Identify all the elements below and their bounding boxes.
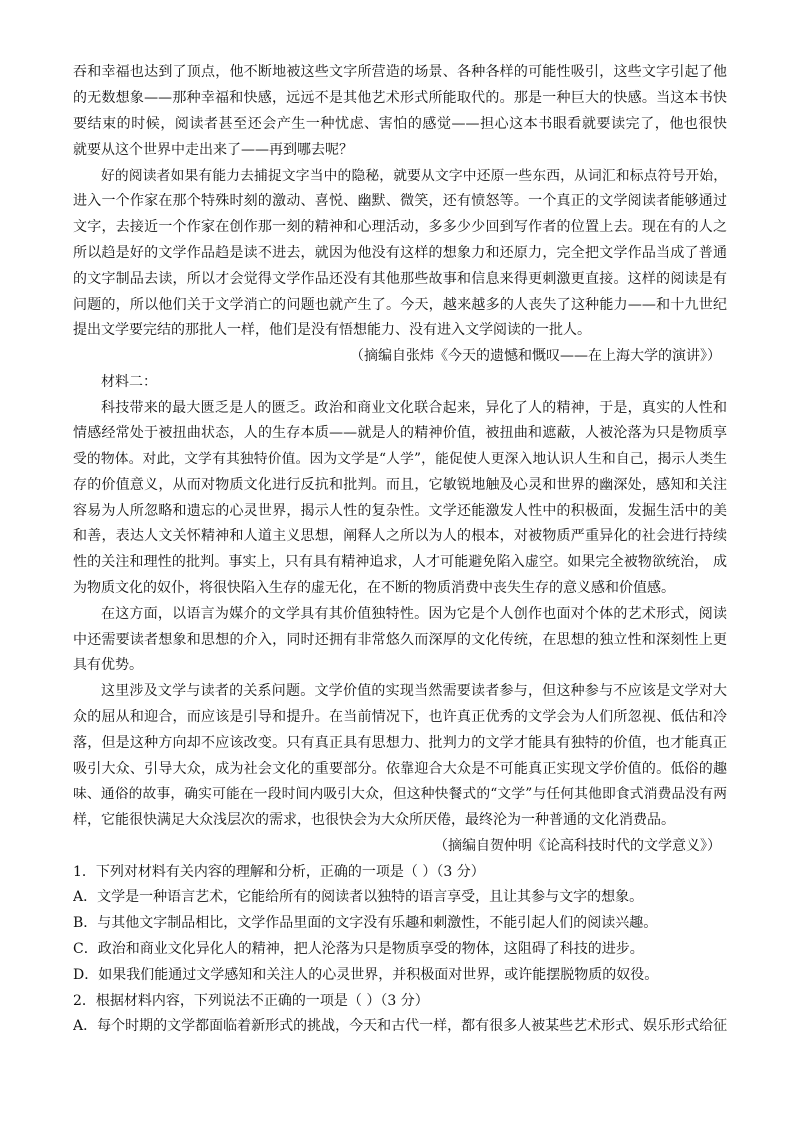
text-line: 问题的，所以他们关于文学消亡的问题也就产生了。今天，越来越多的人丧失了这种能力——和十九世纪 xyxy=(73,297,727,313)
text-line: 在这方面，以语言为媒介的文学具有其价值独特性。因为它是个人创作也面对个体的艺术形式，阅读 xyxy=(101,606,727,622)
text-line: 和善，表达人文关怀精神和人道主义思想，阐释人之所以为人的根本，对被物质严重异化的社会进行持续 xyxy=(73,528,727,544)
question-2-option-a: A．每个时期的文学都面临着新形式的挑战，今天和古代一样，都有很多人被某些艺术形式、娱乐形式给征 xyxy=(73,1018,727,1034)
source-citation: （摘编自张炜《今天的遗憾和慨叹——在上海大学的演讲》） xyxy=(350,348,721,364)
text-line: 这里涉及文学与读者的关系问题。文学价值的实现当然需要读者参与，但这种参与不应该是文学对大 xyxy=(101,683,727,699)
text-line: 科技带来的最大匮乏是人的匮乏。政治和商业文化联合起来，异化了人的精神，于是，真实的人性和 xyxy=(101,400,727,416)
question-2-stem: 2．根据材料内容，下列说法不正确的一项是（ ）（3 分） xyxy=(73,993,429,1009)
text-line: 中还需要读者想象和思想的介入，同时还拥有非常悠久而深厚的文化传统，在思想的独立性和深刻性上更 xyxy=(73,632,727,648)
text-line: 情感经常处于被扭曲状态，人的生存本质——就是人的精神价值，被扭曲和遮蔽，人被沦落为只是物质享 xyxy=(73,425,727,441)
text-line: 落，但是这种方向却不应该改变。只有真正具有思想力、批判力的文学才能具有独特的价值，也才能真正 xyxy=(73,735,727,751)
text-line: 文字，去接近一个作家在创作那一刻的精神和心理活动，多多少少回到写作者的位置上去。现在有的人之 xyxy=(73,219,727,235)
section-heading: 材料二： xyxy=(101,374,157,390)
text-line: 的无数想象——那种幸福和快感，远远不是其他艺术形式所能取代的。那是一种巨大的快感。当这本书快 xyxy=(73,90,727,106)
text-line: 存的价值意义，从而对物质文化进行反抗和批判。而且，它敏锐地触及心灵和世界的幽深处，感知和关注 xyxy=(73,477,727,493)
text-line: 要结束的时候，阅读者甚至还会产生一种忧虑、害怕的感觉——担心这本书眼看就要读完了，他也很快 xyxy=(73,116,727,132)
text-line: 受的物体。对此，文学有其独特价值。因为文学是“人学”，能促使人更深入地认识人生和自己，揭示人类生 xyxy=(73,451,727,467)
text-line: 吸引大众、引导大众，成为社会文化的重要部分。依靠迎合大众是不可能真正实现文学价值的。低俗的趣 xyxy=(73,761,727,777)
text-line: 具有优势。 xyxy=(73,657,143,673)
text-line: 性的关注和理性的批判。事实上，只有具有精神追求，人才可能避免陷入虚空。如果完全被物欲统治， 成 xyxy=(73,554,727,570)
text-line: 的文字制品去读，所以才会觉得文学作品还没有其他那些故事和信息来得更刺激更直接。这样的阅读是有 xyxy=(73,271,727,287)
text-line: 所以趋是好的文学作品趋是读不进去，就因为他没有这样的想象力和还原力，完全把文学作品当成了普通 xyxy=(73,245,727,261)
question-1-stem: 1．下列对材料有关内容的理解和分析，正确的一项是（ ）（3 分） xyxy=(73,864,485,880)
question-1-option-c: C．政治和商业文化异化人的精神，把人沦落为只是物质享受的物体，这阻碍了科技的进步。 xyxy=(73,941,644,957)
text-line: 众的屈从和迎合，而应该是引导和提升。在当前情况下，也许真正优秀的文学会为人们所忽视、低估和冷 xyxy=(73,709,727,725)
text-line: 容易为人所忽略和遗忘的心灵世界，揭示人性的复杂性。文学还能激发人性中的积极面，发掘生活中的美 xyxy=(73,503,727,519)
text-line: 吞和幸福也达到了顶点，他不断地被这些文字所营造的场景、各种各样的可能性吸引，这些文字引起了他 xyxy=(73,64,727,80)
text-line: 为物质文化的奴仆，将很快陷入生存的虚无化，在不断的物质消费中丧失生存的意义感和价值感。 xyxy=(73,580,675,596)
text-line: 就要从这个世界中走出来了——再到哪去呢？ xyxy=(73,142,353,158)
text-line: 进入一个作家在那个特殊时刻的激动、喜悦、幽默、微笑，还有愤怒等。一个真正的文学阅读者能够通过 xyxy=(73,193,727,209)
question-1-option-b: B．与其他文字制品相比，文学作品里面的文字没有乐趣和刺激性，不能引起人们的阅读兴趣。 xyxy=(73,915,658,931)
text-line: 提出文学要完结的那批人一样，他们是没有悟想能力、没有进入文学阅读的一批人。 xyxy=(73,322,591,338)
text-line: 样，它能很快满足大众浅层次的需求，也很快会为大众所厌倦，最终沦为一种普通的文化消费品。 xyxy=(73,812,675,828)
source-citation: （摘编自贺仲明《论高科技时代的文学意义》） xyxy=(434,838,721,854)
text-line: 好的阅读者如果有能力去捕捉文字当中的隐秘，就要从文字中还原一些东西，从词汇和标点符号开始， xyxy=(101,168,727,184)
text-line: 味、通俗的故事，确实可能在一段时间内吸引大众，但这种快餐式的“文学”与任何其他即食式消费品没有两 xyxy=(73,786,727,802)
question-1-option-d: D．如果我们能通过文学感知和关注人的心灵世界，并积极面对世界，或许能摆脱物质的奴役。 xyxy=(73,967,659,983)
question-1-option-a: A．文学是一种语言艺术，它能给所有的阅读者以独特的语言享受，且让其参与文字的想象。 xyxy=(73,889,644,905)
